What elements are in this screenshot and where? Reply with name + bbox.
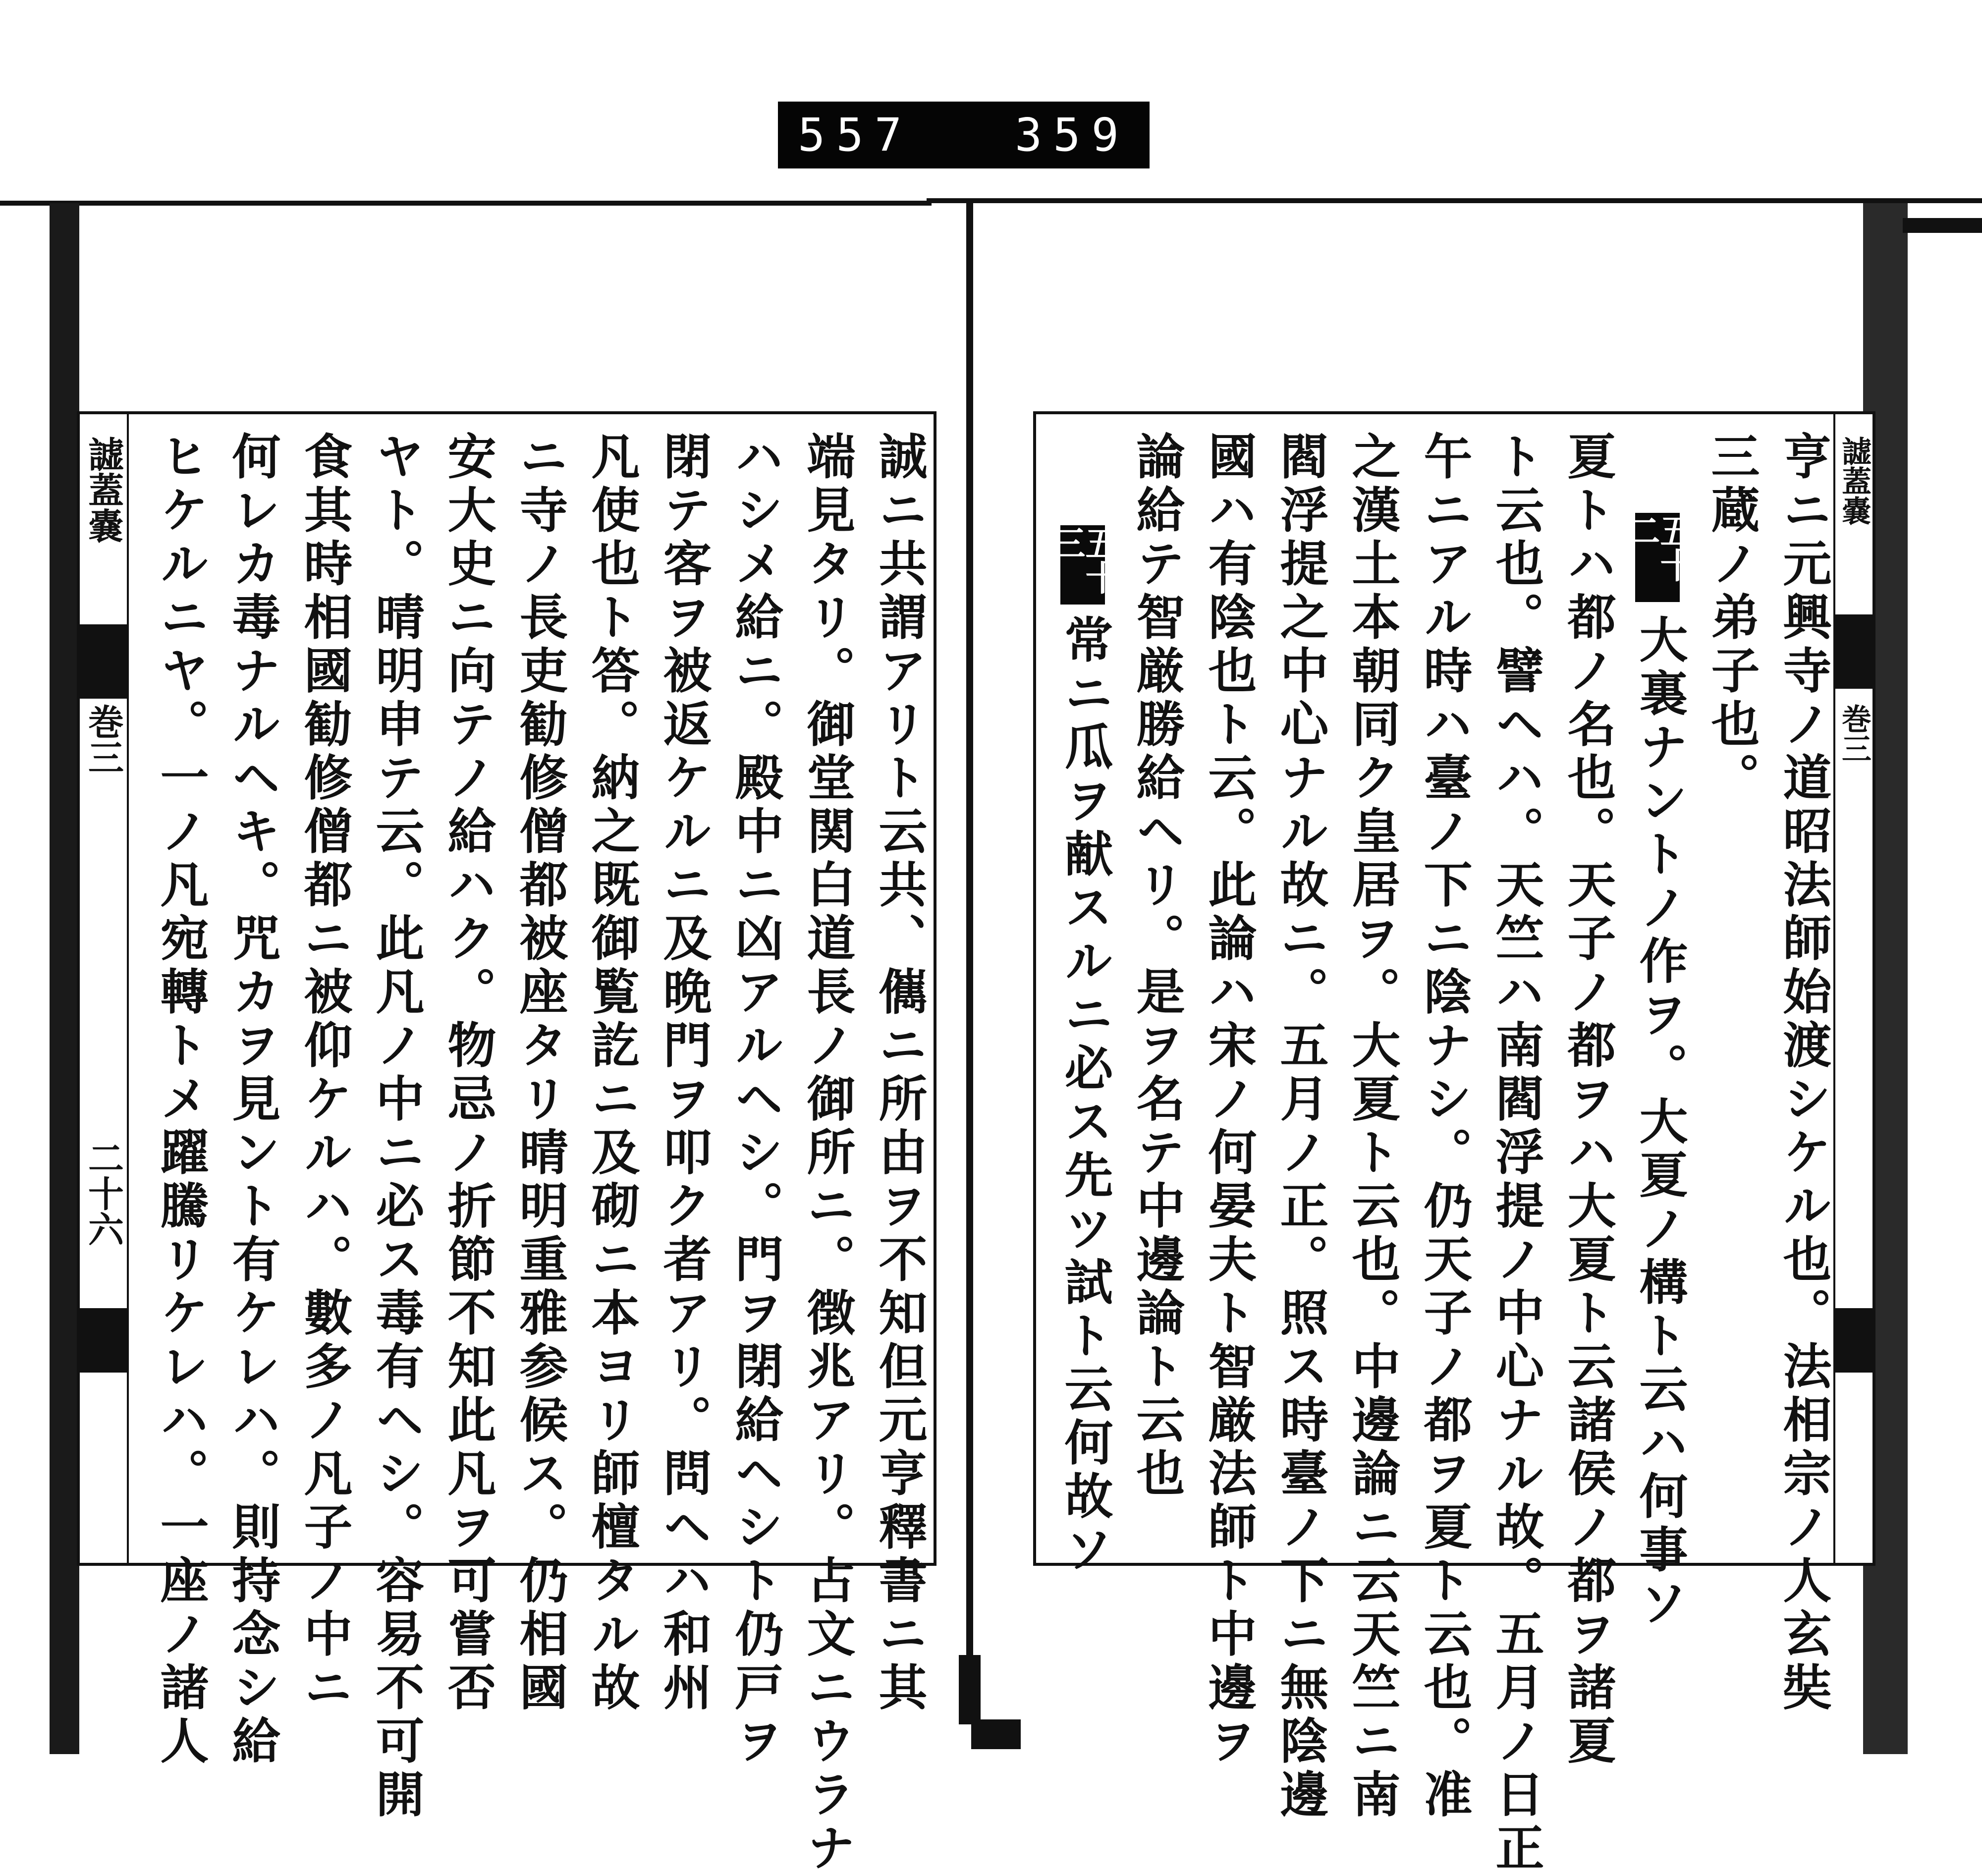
right-col-4: 夏トハ都ノ名也。天子ノ都ヲハ大夏ト云諸侯ノ都ヲ諸夏 (1559, 431, 1616, 1769)
center-gutter (966, 203, 973, 1714)
left-margin-volume: 巻三 (82, 704, 124, 775)
right-col-9: 國ハ有陰也ト云。此論ハ宋ノ何晏夫ト智厳法師ト中邊ヲ (1200, 431, 1257, 1769)
right-margin-strip (1833, 414, 1873, 1563)
left-margin-fishtail-top (79, 624, 129, 699)
top-rule-right (927, 198, 1982, 203)
catalog-number-left: 557 (798, 109, 913, 162)
catalog-number-right: 359 (1014, 109, 1130, 162)
left-col-4: 閉テ客ヲ被返ケルニ及晩門ヲ叩ク者アリ。問ヘハ和州 (655, 431, 712, 1715)
right-margin-fishtail-top (1835, 614, 1873, 689)
right-margin-volume: 巻三 (1837, 704, 1872, 763)
right-col-11: 常ニ瓜ヲ献スルニ必ス先ツ試ト云何故ソ (1056, 614, 1113, 1578)
catalog-label (778, 102, 1150, 168)
right-col-3: 大裏ナントノ作ヲ。大夏ノ構ト云ハ何事ソ (1631, 614, 1688, 1631)
left-col-5: 凡使也ト答。納之既御覧訖ニ及砌ニ本ヨリ師檀タル故 (583, 431, 640, 1715)
right-col-7: 之漢土本朝同ク皇居ヲ。大夏ト云也。中邊論ニ云天竺ニ南 (1344, 431, 1401, 1822)
right-col-2: 三蔵ノ弟子也。 (1703, 431, 1760, 806)
right-col-10: 論給テ智厳勝給ヘリ。是ヲ名テ中邊論ト云也 (1128, 431, 1185, 1501)
section-badge-52: 五十二 (1635, 513, 1680, 602)
top-rule-left (0, 201, 932, 206)
left-margin-folio: 二十六 (82, 1140, 124, 1247)
gutter-clip (959, 1655, 981, 1724)
section-badge-53: 五十三 (1060, 525, 1105, 605)
left-margin-strip (79, 414, 129, 1563)
left-margin-title: 譃蓋嚢 (82, 436, 124, 543)
gutter-clip-foot (971, 1719, 1021, 1749)
right-col-8: 閻浮提之中心ナル故ニ。五月ノ正。照ス時臺ノ下ニ無陰邊 (1272, 431, 1329, 1822)
right-top-extension (1903, 218, 1982, 233)
left-edge-bar (50, 203, 79, 1754)
right-margin-title: 譃蓋嚢 (1837, 436, 1872, 525)
right-col-5: ト云也。譬ヘハ。天竺ハ南閻浮提ノ中心ナル故。五月ノ日正 (1487, 431, 1544, 1876)
left-margin-fishtail-bottom (79, 1308, 129, 1373)
left-col-9: 食其時相國勧修僧都ニ被仰ケルハ。數多ノ凡子ノ中ニ (296, 431, 353, 1715)
left-col-2: 端見タリ。御堂関白道長ノ御所ニ。徴兆アリ。占文ニウラナ (799, 431, 856, 1876)
right-col-6: 午ニアル時ハ臺ノ下ニ陰ナシ。仍天子ノ都ヲ夏ト云也。准 (1416, 431, 1473, 1822)
right-margin-fishtail-bottom (1835, 1308, 1873, 1373)
right-col-1: 亨ニ元興寺ノ道昭法師始渡シケル也。法相宗ノ人玄奘 (1775, 431, 1832, 1715)
left-col-6: ニ寺ノ長吏勧修僧都被座タリ晴明重雅参候ス。仍相國 (511, 431, 568, 1715)
left-col-3: ハシメ給ニ。殿中ニ凶アルヘシ。門ヲ閉給ヘシト仍戸ヲ (727, 431, 784, 1769)
left-col-7: 安大史ニ向テノ給ハク。物忌ノ折節不知此凡ヲ可嘗否 (440, 431, 496, 1715)
left-col-11: ヒケルニヤ。一ノ凡宛轉トメ躍騰リケレハ。一座ノ諸人 (152, 431, 209, 1769)
left-col-10: 何レカ毒ナルヘキ。咒カヲ見ント有ケレハ。則持念シ給 (224, 431, 281, 1769)
left-col-8: ヤト。晴明申テ云。此凡ノ中ニ必ス毒有ヘシ。容易不可開 (368, 431, 425, 1822)
left-col-1: 誠ニ共謂アリト云共、㒞ニ所由ヲ不知但元亨釋書ニ其 (871, 431, 928, 1715)
